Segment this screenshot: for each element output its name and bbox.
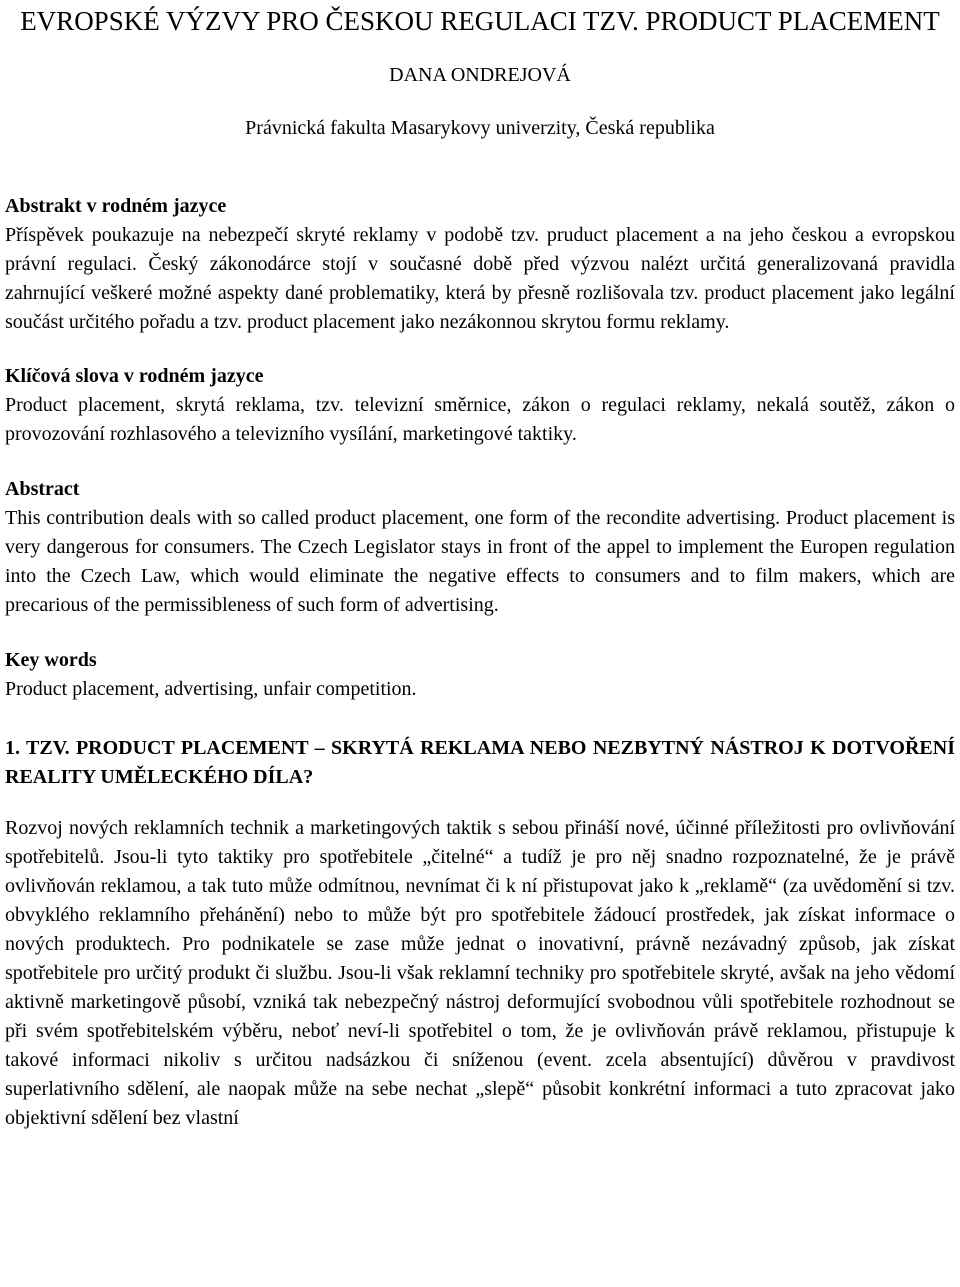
klicova-slova-section (5, 362, 955, 449)
author-affiliation: Právnická fakulta Masarykovy univerzity, Česká republika (245, 117, 715, 139)
key-words-section (5, 646, 955, 704)
klicova-slova-text: Product placement, skrytá reklama, tzv. televizní směrnice, zákon o regulaci reklamy, nekalá soutěž, zákon o provozování rozhlasového a televizního vysílání, marketingové taktiky. (5, 394, 955, 445)
abstract-heading: Abstract (5, 478, 80, 500)
document-page (0, 4, 960, 1287)
abstrakt-text: Příspěvek poukazuje na nebezpečí skryté reklamy v podobě tzv. pruduct placement a na jeho českou a evropskou právní regulaci. Český zákonodárce stojí v současné době před výzvou nalézt určitá generalizovaná pravidla zahrnující veškeré možné aspekty dané problematiky, která by přesně rozlišovala tzv. product placement jako legální součást určitého pořadu a tzv. product placement jako nezákonnou skrytou formu reklamy. (5, 224, 955, 333)
chapter-1-paragraph: Rozvoj nových reklamních technik a marketingových taktik s sebou přináší nové, účinné příležitosti pro ovlivňování spotřebitelů. Jsou-li tyto taktiky pro spotřebitele „čitelné“ a tudíž je pro něj snadno rozpoznatelné, že je právě ovlivňován reklamou, a tak tuto může odmítnou, nevnímat či k ní přistupovat jako k „reklamě“ (za uvědomění si tzv. obvyklého reklamního přehánění) nebo to může být pro spotřebitele žádoucí prostředek, jak získat informace o nových produktech. Pro podnikatele se zase může jednat o inovativní, právně nezávadný způsob, jak získat spotřebitele pro určitý produkt či službu. Jsou-li však reklamní techniky pro spotřebitele skryté, avšak na jeho vědomí aktivně marketingově působí, vzniká tak nebezpečný nástroj deformující svobodnou vůli spotřebitele rozhodnout se při svém spotřebitelském výběru, neboť neví-li spotřebitel o tom, že je ovlivňován právě reklamou, přistupuje k takové informaci nikoliv s určitou nadsázkou či sníženou (event. zcela absentující) důvěrou v pravdivost superlativního sdělení, ale naopak může na sebe nechat „slepě“ působit konkrétní informaci a tuto zpracovat jako objektivní sdělení bez vlastní (5, 817, 955, 1129)
abstract-text: This contribution deals with so called product placement, one form of the recondite advertising. Product placement is very dangerous for consumers. The Czech Legislator stays in front of the appel to implement the Europen regulation into the Czech Law, which would eliminate the negative effects to consumers and to film makers, which are precarious of the permissibleness of such form of advertising. (5, 507, 955, 616)
chapter-1-section (5, 734, 955, 1133)
key-words-text: Product placement, advertising, unfair competition. (5, 678, 417, 700)
author-name: DANA ONDREJOVÁ (389, 64, 571, 86)
abstrakt-section (5, 192, 955, 337)
paper-title: EVROPSKÉ VÝZVY PRO ČESKOU REGULACI TZV. PRODUCT PLACEMENT (20, 6, 940, 36)
key-words-heading: Key words (5, 649, 97, 671)
klicova-slova-heading: Klíčová slova v rodném jazyce (5, 365, 264, 387)
chapter-1-heading: 1. TZV. PRODUCT PLACEMENT – SKRYTÁ REKLAMA NEBO NEZBYTNÝ NÁSTROJ K DOTVOŘENÍ REALITY UMĚLECKÉHO DÍLA? (5, 737, 955, 788)
abstract-section (5, 475, 955, 620)
abstrakt-heading: Abstrakt v rodném jazyce (5, 195, 227, 217)
